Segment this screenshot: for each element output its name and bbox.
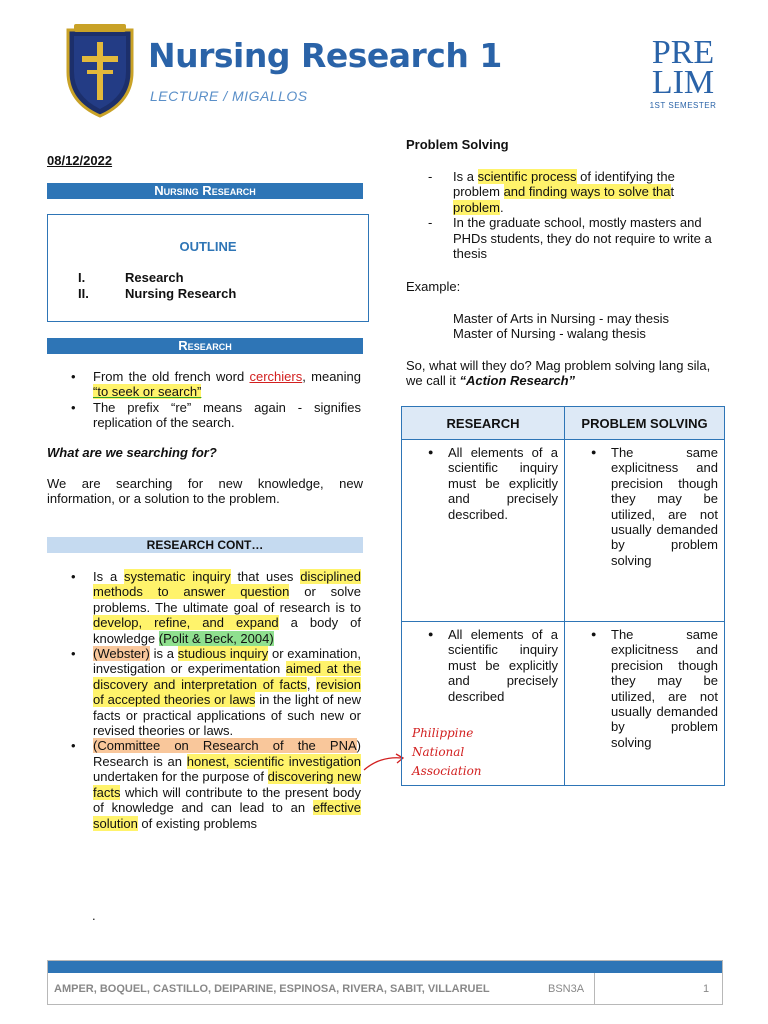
text-span: ) Research is an xyxy=(93,738,361,769)
answer-paragraph: We are searching for new knowledge, new information, or a solution to the problem. xyxy=(47,476,363,507)
prelim-badge-line1: PRE xyxy=(651,34,715,71)
handwritten-note-line: National xyxy=(412,745,465,759)
example-line: Master of Nursing - walang thesis xyxy=(453,326,646,341)
list-item xyxy=(47,646,361,738)
lecture-date: 08/12/2022 xyxy=(47,153,113,168)
list-item: ● The same explicitness and precision though they may be utilized, are not usually demanded by problem solving xyxy=(565,627,718,750)
text-span: of identifying the problem xyxy=(453,169,675,200)
outline-item-label: Nursing Research xyxy=(125,286,237,301)
table-cell xyxy=(565,440,725,622)
section-bar-research-cont: RESEARCH CONT… xyxy=(47,537,363,553)
list-item: ● The same explicitness and precision though they may be utilized, are not usually demanded by problem solving xyxy=(565,445,718,568)
research-definition-list xyxy=(47,369,361,431)
source-highlight: (Webster) xyxy=(93,646,150,662)
footer-authors: AMPER, BOQUEL, CASTILLO, DEIPARINE, ESPINOSA, RIVERA, SABIT, VILLARUEL xyxy=(54,983,490,995)
text-span: a body of knowledge xyxy=(93,615,361,646)
text-span: that uses xyxy=(230,569,301,584)
table-cell xyxy=(402,440,565,622)
outline-title: OUTLINE xyxy=(179,239,237,254)
list-item: ● All elements of a scientific inquiry must be explicitly and precisely described xyxy=(402,627,558,704)
text-span: t xyxy=(670,184,675,200)
list-item: • The prefix “re” means again - signifies replication of the search. xyxy=(47,400,361,431)
school-crest-logo xyxy=(60,22,140,118)
highlight-phrase: and finding ways to solve tha xyxy=(503,184,671,200)
text-span: which will contribute to the present body of knowledge and can lead to an xyxy=(93,784,361,816)
prelim-badge-line2: LIM xyxy=(651,64,715,101)
handwritten-note-line: Association xyxy=(412,764,482,778)
document-subtitle: LECTURE / MIGALLOS xyxy=(150,88,308,104)
footer-class: BSN3A xyxy=(548,983,585,995)
handwritten-note-line: Philippine xyxy=(412,726,474,740)
list-item: - In the graduate school, mostly masters and PHDs students, they do not require to write a thesis xyxy=(428,215,720,261)
outline-item-label: Research xyxy=(125,270,184,285)
footer-divider xyxy=(594,973,595,1004)
highlight-phrase: develop, refine, and expand xyxy=(93,615,279,631)
list-item: ● All elements of a scientific inquiry must be explicitly and precisely described. xyxy=(402,445,558,522)
text-span: in the light of new facts or practical applications of such new or revised theories or laws. xyxy=(93,692,361,739)
document-title: Nursing Research 1 xyxy=(148,36,502,75)
problem-solving-heading: Problem Solving xyxy=(406,137,509,152)
citation-highlight: (Polit & Beck, 2004) xyxy=(158,630,274,646)
table-row xyxy=(402,440,725,622)
highlight-phrase: scientific process xyxy=(477,169,577,184)
outline-item-number: I. xyxy=(78,270,86,285)
highlight-phrase: “to seek or search” xyxy=(93,384,202,400)
table-header-row xyxy=(402,407,725,440)
text-span: undertaken for the purpose of xyxy=(93,769,268,785)
highlight-phrase: aimed at the discovery and interpretation of facts xyxy=(93,661,361,692)
table-cell xyxy=(565,622,725,786)
text-span: or solve problems. The ultimate goal of research is to xyxy=(93,584,361,615)
table-header: PROBLEM SOLVING xyxy=(565,407,725,440)
outline-item xyxy=(78,270,184,285)
highlight-phrase: problem xyxy=(453,199,500,215)
highlight-phrase: revision of accepted theories or laws xyxy=(93,676,361,708)
table-header: RESEARCH xyxy=(402,407,565,440)
outline-box xyxy=(47,214,369,322)
text-span: From the old french word xyxy=(93,369,250,384)
cerchiers-term: cerchiers xyxy=(249,369,303,384)
prelim-badge xyxy=(643,34,723,101)
highlight-phrase: effective solution xyxy=(93,800,361,831)
stray-dot: . xyxy=(92,908,96,923)
section-bar-nursing-research: Nursing Research xyxy=(47,183,363,199)
highlight-phrase: studious inquiry xyxy=(177,646,269,662)
highlight-phrase: honest, scientific investigation xyxy=(186,753,361,769)
list-item xyxy=(47,569,361,646)
text-span: So, what will they do? Mag problem solving lang sila, we call it xyxy=(406,358,711,389)
highlight-phrase: systematic inquiry xyxy=(124,569,231,584)
page-footer xyxy=(47,960,723,1005)
problem-solving-list xyxy=(428,169,720,261)
outline-item-number: II. xyxy=(78,286,89,301)
example-label: Example: xyxy=(406,279,461,294)
source-highlight: (Committee on Research of the PNA xyxy=(93,738,357,754)
outline-item xyxy=(78,286,236,301)
example-line: Master of Arts in Nursing - may thesis xyxy=(453,311,670,326)
action-research-paragraph xyxy=(406,358,722,389)
text-span: Is a xyxy=(93,569,125,584)
highlight-phrase: discovering new facts xyxy=(93,769,361,800)
page-number: 1 xyxy=(703,983,710,995)
list-item xyxy=(47,738,361,830)
research-cont-list xyxy=(47,569,361,831)
list-item xyxy=(428,169,720,215)
text-span: . xyxy=(499,199,504,215)
highlight-phrase: disciplined methods to answer question xyxy=(93,569,361,600)
text-span: of existing problems xyxy=(137,815,258,831)
question-heading: What are we searching for? xyxy=(47,445,217,460)
footer-accent-bar xyxy=(48,961,722,973)
text-span: , meaning xyxy=(302,369,361,384)
action-research-term: “Action Research” xyxy=(459,373,576,389)
list-item xyxy=(47,369,361,400)
text-span: or examination, investigation or experimentation xyxy=(93,646,362,677)
semester-label: 1ST SEMESTER xyxy=(649,101,717,110)
text-span: , xyxy=(306,676,317,692)
text-span: Is a xyxy=(453,169,478,184)
text-span: is a xyxy=(149,646,178,662)
section-bar-research: Research xyxy=(47,338,363,354)
